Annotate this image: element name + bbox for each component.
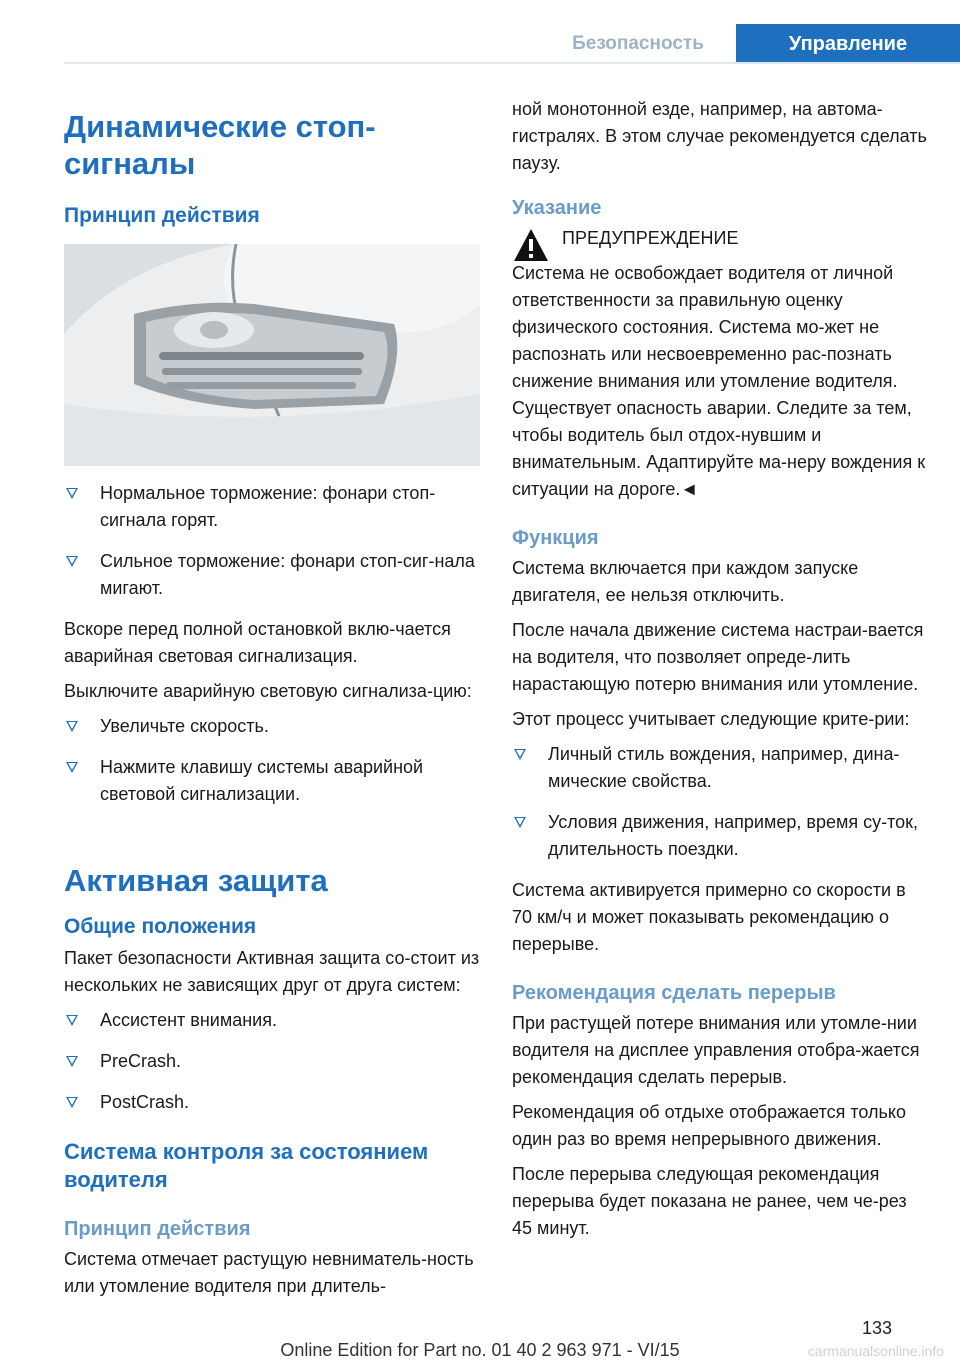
paragraph: Рекомендация об отдыхе отображается только один раз во время непрерывного движения. bbox=[512, 1102, 906, 1149]
page-title: Динамические стоп-сигналы bbox=[64, 109, 376, 181]
warning-title: ПРЕДУПРЕЖДЕНИЕ bbox=[562, 228, 739, 248]
subtitle-principle-2: Принцип действия bbox=[64, 1218, 251, 1240]
paragraph: ной монотонной езде, например, на автома-гистралях. В этом случае рекомендуется сделать паузу. bbox=[512, 99, 927, 173]
tab-safety[interactable]: Безопасность bbox=[572, 33, 704, 54]
paragraph: Вскоре перед полной остановкой вклю-чается аварийная световая сигнализация. bbox=[64, 619, 451, 666]
tail-light-image bbox=[64, 244, 480, 466]
paragraph: Система отмечает растущую невниматель-ность или утомление водителя при длитель- bbox=[64, 1249, 474, 1296]
list-item: Нормальное торможение: фонари стоп-сигнала горят. bbox=[64, 480, 480, 534]
page-number: 133 bbox=[862, 1318, 893, 1338]
criteria-list bbox=[512, 741, 928, 863]
watermark: carmanualsonline.info bbox=[807, 1343, 944, 1359]
note-title: Указание bbox=[512, 197, 602, 219]
break-recommendation-title: Рекомендация сделать перерыв bbox=[512, 982, 836, 1004]
bullet-triangle-icon bbox=[66, 1056, 78, 1067]
hazard-off-list bbox=[64, 713, 480, 808]
left-column bbox=[64, 98, 480, 1308]
list-item: PostCrash. bbox=[64, 1089, 480, 1116]
paragraph: Система активируется примерно со скорости в 70 км/ч и может показывать рекомендацию о перерыве. bbox=[512, 880, 906, 954]
bullet-triangle-icon bbox=[66, 1015, 78, 1026]
list-item: Нажмите клавишу системы аварийной световой сигнализации. bbox=[64, 754, 480, 808]
function-title: Функция bbox=[512, 527, 599, 549]
warning-box bbox=[512, 225, 928, 503]
list-item: Ассистент внимания. bbox=[64, 1007, 480, 1034]
right-column bbox=[512, 96, 928, 1250]
edition-footer: Online Edition for Part no. 01 40 2 963 971 - VI/15 bbox=[280, 1340, 680, 1360]
paragraph: При растущей потере внимания или утомле-нии водителя на дисплее управления отобра-жается рекомендация сделать перерыв. bbox=[512, 1013, 920, 1087]
paragraph: Пакет безопасности Активная защита со-стоит из нескольких не зависящих друг от друга систем: bbox=[64, 948, 480, 995]
paragraph: Система включается при каждом запуске двигателя, ее нельзя отключить. bbox=[512, 558, 859, 605]
subtitle-driver-monitoring: Система контроля за состоянием водителя bbox=[64, 1139, 429, 1192]
paragraph: Этот процесс учитывает следующие крите-рии: bbox=[512, 709, 910, 729]
list-item: Условия движения, например, время су-ток, длительность поездки. bbox=[512, 809, 928, 863]
warning-triangle-icon bbox=[512, 227, 550, 263]
warning-text: Система не освобождает водителя от личной ответственности за правильную оценку физического состояния. Система мо-жет не распознать или несвоевременно рас-познать снижение внимания или утомление водителя. Существует опасность аварии. Следите за тем, чтобы водитель был отдох-нувшим и внимательным. Адаптируйте ма-неру вождения к ситуации на дороге.◄ bbox=[512, 263, 926, 499]
tab-control[interactable]: Управление bbox=[736, 24, 960, 64]
section-title-active-protection: Активная защита bbox=[64, 863, 328, 898]
brake-list bbox=[64, 480, 480, 602]
subtitle-general: Общие положения bbox=[64, 915, 257, 938]
list-item: Личный стиль вождения, например, дина-мические свойства. bbox=[512, 741, 928, 795]
bullet-triangle-icon bbox=[514, 817, 526, 828]
bullet-triangle-icon bbox=[66, 721, 78, 732]
paragraph: После перерыва следующая рекомендация перерыва будет показана не ранее, чем че-рез 45 минут. bbox=[512, 1164, 907, 1238]
bullet-triangle-icon bbox=[66, 762, 78, 773]
list-item: PreCrash. bbox=[64, 1048, 480, 1075]
bullet-triangle-icon bbox=[66, 488, 78, 499]
systems-list bbox=[64, 1007, 480, 1116]
bullet-triangle-icon bbox=[66, 556, 78, 567]
list-item: Сильное торможение: фонари стоп-сиг-нала мигают. bbox=[64, 548, 480, 602]
header-divider bbox=[64, 62, 960, 64]
list-item: Увеличьте скорость. bbox=[64, 713, 480, 740]
paragraph: Выключите аварийную световую сигнализа-цию: bbox=[64, 681, 472, 701]
paragraph: После начала движение система настраи-вается на водителя, что позволяет опреде-лить нарастающую потерю внимания или утомление. bbox=[512, 620, 924, 694]
subtitle-principle: Принцип действия bbox=[64, 204, 260, 227]
bullet-triangle-icon bbox=[66, 1097, 78, 1108]
bullet-triangle-icon bbox=[514, 749, 526, 760]
